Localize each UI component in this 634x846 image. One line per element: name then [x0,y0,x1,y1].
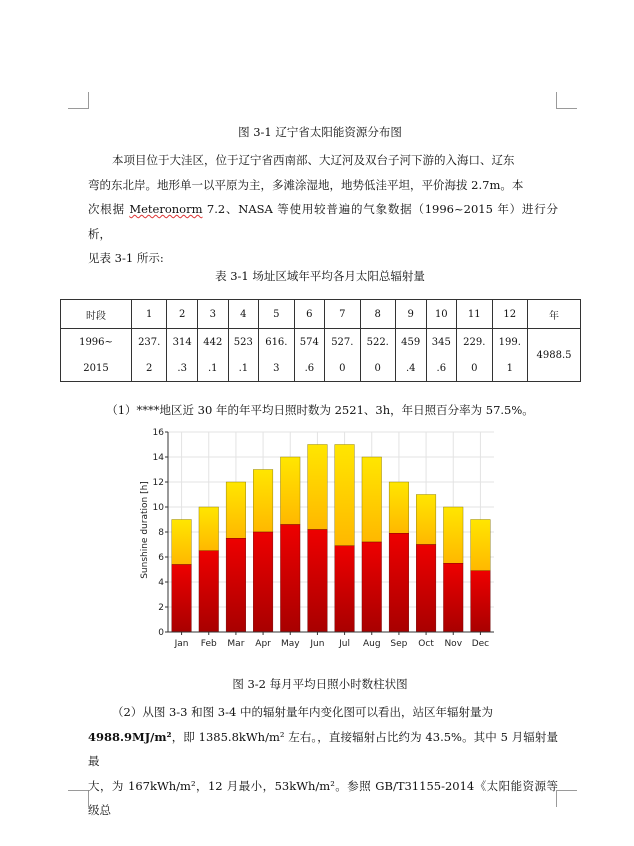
bar-lower-mar [226,538,246,632]
y-tick-label: 4 [158,578,164,588]
period-cell-top: 1996~ [61,329,132,356]
header-cell-month: 12 [492,300,528,329]
bar-lower-sep [389,533,409,632]
bar-upper-jan [172,520,192,565]
y-tick-label: 12 [152,478,164,488]
chart-y-tick-labels [153,428,165,638]
x-tick-label: Nov [444,639,463,649]
point-2-line-2: 4988.9MJ/m²，即 1385.8kWh/m² 左右。，直接辐射占比约为 43.5%。其中 5 月辐射量最 [88,729,558,768]
point-2-paragraph [88,700,558,823]
value-cell-bottom: 3 [259,355,294,382]
x-tick-label: Jan [174,639,189,649]
bar-lower-aug [362,542,382,632]
crop-mark-bottom-left [68,790,89,807]
x-tick-label: Dec [471,639,490,649]
header-cell-month: 3 [197,300,228,329]
bar-lower-jul [335,546,355,632]
table-header-row [61,300,581,329]
crop-mark-top-left [68,92,89,109]
intro-line-2: 弯的东北岸。地形单一以平原为主，多滩涂湿地，地势低洼平坦，平价海拔 2.7m。本 [88,177,524,192]
period-cell-bottom: 2015 [61,355,132,382]
bar-upper-aug [362,457,382,542]
value-cell-bottom: .6 [294,355,325,382]
point-2-line-1: （2）从图 3-3 和图 3-4 中的辐射量年内变化图可以看出，站区年辐射量为 [112,705,493,719]
bar-lower-jun [308,530,328,633]
bar-upper-may [280,457,300,525]
value-cell-bottom: .1 [228,355,259,382]
value-cell-top: 199. [492,329,528,356]
value-cell-top: 442 [197,329,228,356]
bar-lower-nov [443,563,463,632]
bar-lower-jan [172,565,192,633]
bar-upper-dec [471,520,491,571]
value-cell-top: 314 [167,329,198,356]
x-tick-label: Jun [310,639,325,649]
bar-upper-feb [199,507,219,551]
intro-line-1: 本项目位于大洼区，位于辽宁省西南部、大辽河及双台子河下游的入海口、辽东 [112,153,515,167]
value-cell-bottom: 0 [457,355,492,382]
y-tick-label: 2 [158,603,164,613]
y-tick-label: 8 [158,528,164,538]
table-3-1-caption: 表 3-1 场址区域年平均各月太阳总辐射量 [215,269,425,283]
x-tick-label: Apr [255,639,271,649]
header-cell-month: 11 [457,300,492,329]
intro-paragraph [88,148,558,271]
bar-lower-oct [416,545,436,633]
value-cell-top: 616. [259,329,294,356]
x-tick-label: May [280,639,300,649]
bar-lower-may [280,525,300,633]
header-cell-month: 5 [259,300,294,329]
figure-3-1-caption: 图 3-1 辽宁省太阳能资源分布图 [238,125,402,139]
annual-radiation-value: 4988.9MJ/m² [88,729,172,744]
radiation-table [60,299,581,382]
y-tick-label: 10 [152,503,164,513]
header-cell-month: 4 [228,300,259,329]
value-cell-top: 574 [294,329,325,356]
header-cell-month: 8 [360,300,395,329]
header-cell-period: 时段 [61,300,132,329]
bar-upper-oct [416,495,436,545]
intro-line-4: 见表 3-1 所示: [88,251,164,265]
bar-upper-apr [253,470,273,533]
chart-y-axis-label: Sunshine duration [h] [140,481,150,579]
value-cell-bottom: .6 [426,355,457,382]
annual-total-cell: 4988.5 [528,329,581,382]
value-cell-bottom: 2 [132,355,167,382]
value-cell-bottom: .4 [395,355,426,382]
bar-upper-nov [443,507,463,563]
y-tick-label: 0 [158,628,164,638]
bar-upper-jun [308,445,328,530]
value-cell-bottom: 1 [492,355,528,382]
bar-lower-apr [253,532,273,632]
header-cell-month: 9 [395,300,426,329]
point-2-line-3: 大，为 167kWh/m²，12 月最小，53kWh/m²。参照 GB/T31155-2014《太阳能资源等级总 [88,778,558,817]
header-cell-month: 10 [426,300,457,329]
x-tick-label: Jul [339,639,351,649]
bar-upper-jul [335,445,355,546]
value-cell-bottom: 0 [360,355,395,382]
bar-upper-mar [226,482,246,538]
y-tick-label: 14 [152,453,164,463]
x-tick-label: Mar [227,639,245,649]
sunshine-bar-chart [138,424,502,656]
value-cell-top: 229. [457,329,492,356]
y-tick-label: 6 [158,553,164,563]
value-cell-top: 237. [132,329,167,356]
value-cell-top: 459 [395,329,426,356]
value-cell-top: 522. [360,329,395,356]
figure-3-2-caption: 图 3-2 每月平均日照小时数柱状图 [232,677,408,691]
x-tick-label: Sep [390,639,408,649]
x-tick-label: Feb [200,639,217,649]
point-1-text: （1）****地区近 30 年的年平均日照时数为 2521、3h，年日照百分率为 57.5%。 [106,403,534,417]
intro-line-3: 次根据 Meteronorm 7.2、NASA 等使用较普遍的气象数据（1996~2015 年）进行分析， [88,202,558,241]
crop-mark-bottom-right [556,790,577,807]
value-cell-bottom: .3 [167,355,198,382]
chart-bars [172,445,490,636]
header-cell-month: 7 [325,300,360,329]
header-cell-month: 6 [294,300,325,329]
table-data-row-bottom [61,355,581,382]
value-cell-bottom: 0 [325,355,360,382]
bar-lower-dec [471,571,491,632]
x-tick-label: Aug [362,639,381,649]
y-tick-label: 16 [152,428,164,438]
header-cell-month: 1 [132,300,167,329]
crop-mark-top-right [556,92,577,109]
bar-lower-feb [199,551,219,632]
chart-x-tick-labels [174,639,490,649]
value-cell-top: 523 [228,329,259,356]
header-cell-month: 2 [167,300,198,329]
x-tick-label: Oct [418,639,434,649]
spellcheck-word: Meteronorm [129,202,203,216]
table-data-row-top [61,329,581,356]
value-cell-top: 345 [426,329,457,356]
header-cell-year: 年 [528,300,581,329]
value-cell-bottom: .1 [197,355,228,382]
value-cell-top: 527. [325,329,360,356]
bar-upper-sep [389,482,409,533]
